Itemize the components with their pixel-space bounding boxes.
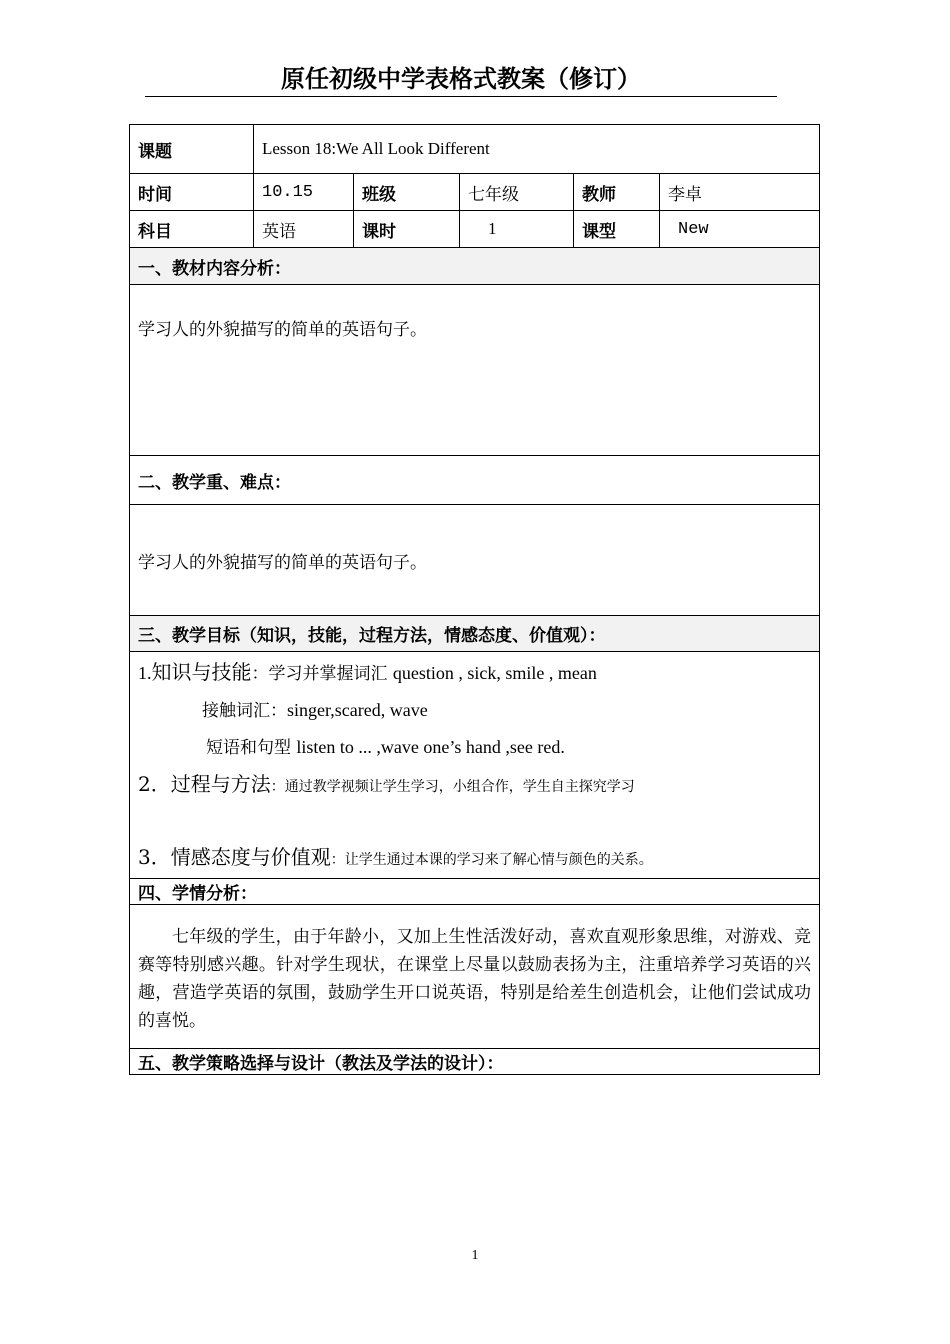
section-4-header [130,879,820,905]
section-4-title: 四、学情分析： [130,879,820,905]
type-value: New [660,211,820,248]
goal-exposure-vocab: 接触词汇：singer,scared, wave [202,700,428,721]
lesson-plan-table [129,124,820,1075]
goal-phrases: 短语和句型 listen to ... ,wave one’s hand ,see red. [206,737,565,758]
type-label: 课型 [574,211,660,248]
time-label: 时间 [130,174,254,211]
topic-row [130,125,820,174]
section-2-title: 二、教学重、难点： [130,456,820,505]
section-1-body [130,285,820,456]
section-5-header [130,1049,820,1075]
section-1-content: 学习人的外貌描写的简单的英语句子。 [130,285,820,456]
time-value: 10.15 [254,174,354,211]
section-1-header [130,248,820,285]
teacher-label: 教师 [574,174,660,211]
class-value: 七年级 [460,174,574,211]
section-2-content: 学习人的外貌描写的简单的英语句子。 [130,505,820,616]
time-row [130,174,820,211]
section-2-header [130,456,820,505]
section-4-cell [130,905,820,1049]
section-4-content: 七年级的学生，由于年龄小，又加上生性活泼好动，喜欢直观形象思维，对游戏、竞赛等特别感兴趣。针对学生现状，在课堂上尽量以鼓励表扬为主，注重培养学习英语的兴趣，营造学英语的氛围，鼓励学生开口说英语，特别是给差生创造机会，让他们尝试成功的喜悦。 [138,927,812,1031]
teacher-value: 李卓 [660,174,820,211]
goal-attitude: 3．情感态度与价值观：让学生通过本课的学习来了解心情与颜色的关系。 [138,845,653,869]
section-3-body [130,652,820,879]
section-3-content [130,652,820,879]
topic-label: 课题 [130,125,254,174]
goal-process: 2．过程与方法：通过教学视频让学生学习，小组合作，学生自主探究学习 [138,772,635,796]
section-3-header [130,616,820,652]
class-label: 班级 [354,174,460,211]
subject-label: 科目 [130,211,254,248]
section-5-title: 五、教学策略选择与设计（教法及学法的设计）： [130,1049,820,1075]
section-2-body [130,505,820,616]
topic-value: Lesson 18:We All Look Different [254,125,820,174]
period-label: 课时 [354,211,460,248]
subject-row [130,211,820,248]
subject-value: 英语 [254,211,354,248]
goal-knowledge: 1.知识与技能：学习并掌握词汇 question , sick, smile , mean [138,660,597,684]
section-1-title: 一、教材内容分析： [130,248,820,285]
section-3-title: 三、教学目标（知识，技能，过程方法，情感态度、价值观）： [130,616,820,652]
document-title: 原任初级中学表格式教案（修订） [145,62,777,97]
page-number: 1 [471,1248,479,1263]
section-4-body [130,905,820,1049]
period-value: 1 [460,211,574,248]
spacer [138,805,811,839]
